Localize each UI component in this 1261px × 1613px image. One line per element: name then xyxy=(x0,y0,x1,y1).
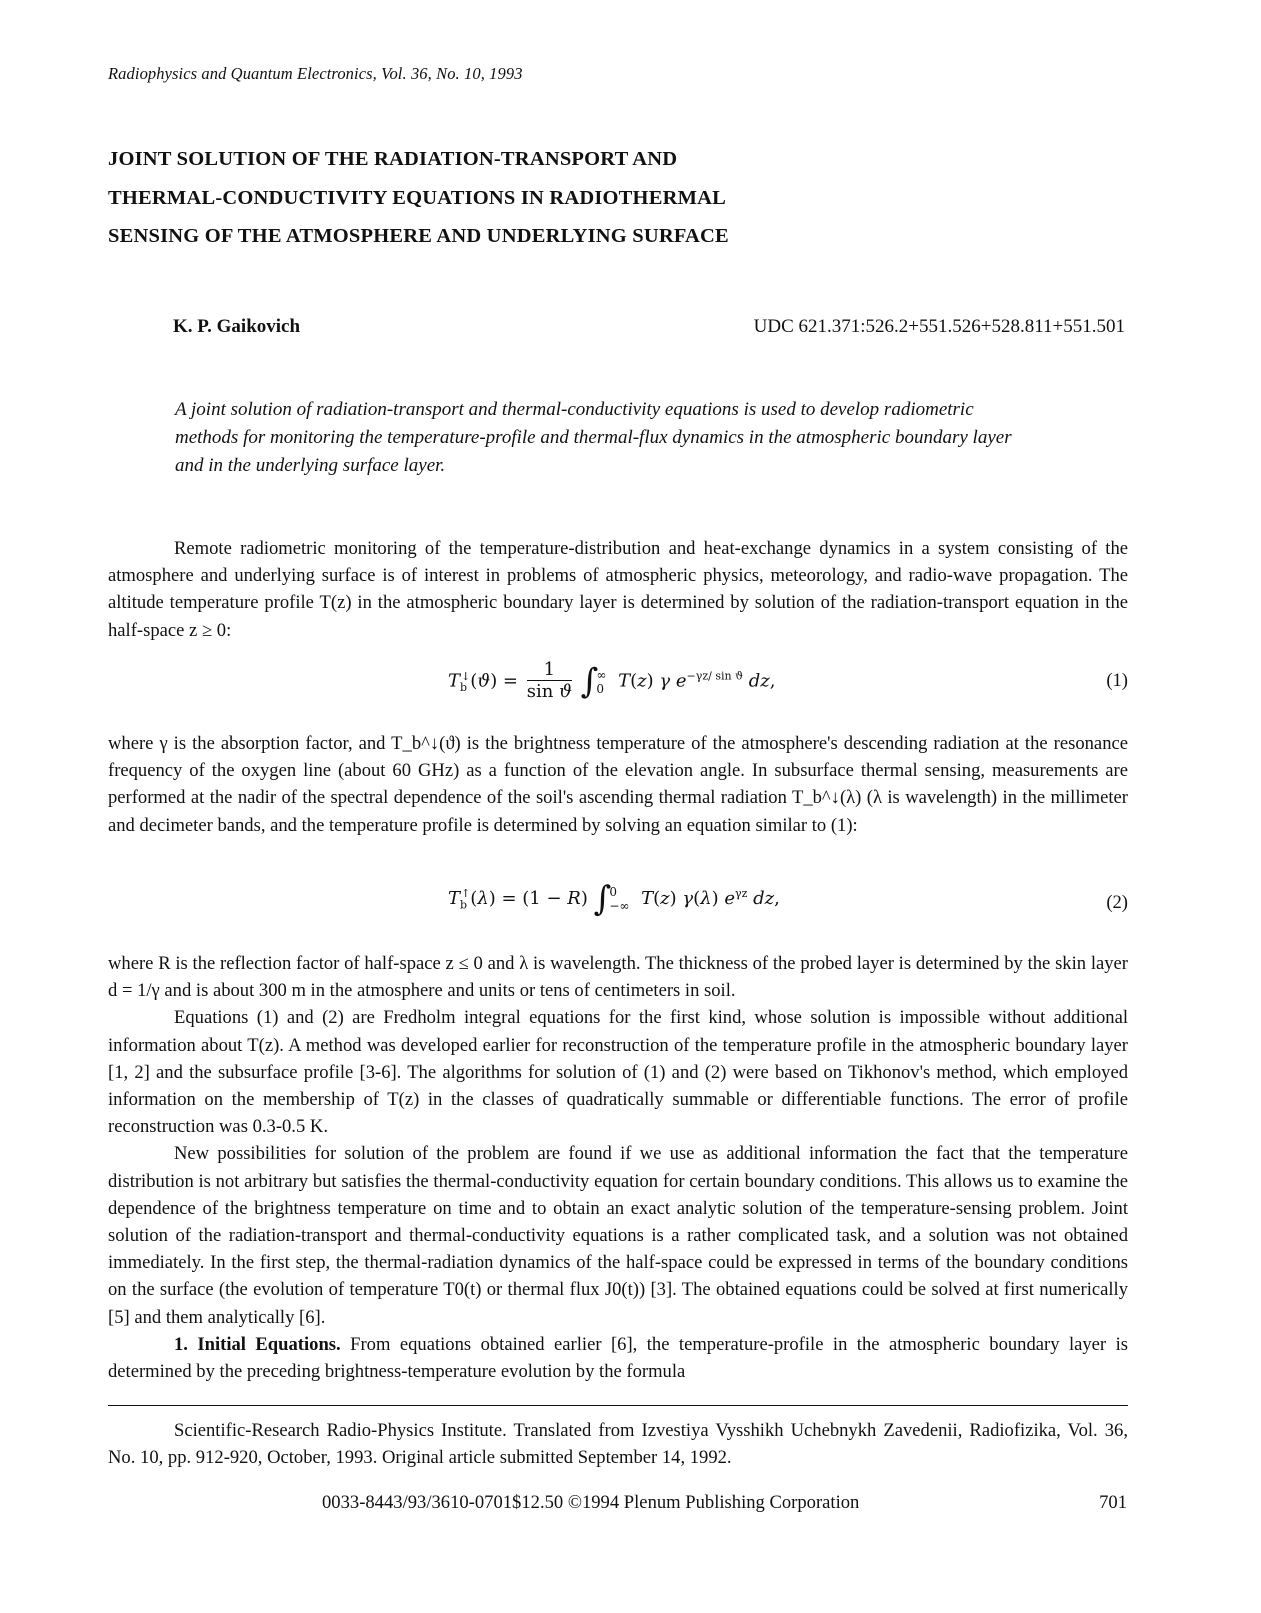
title-line: JOINT SOLUTION OF THE RADIATION-TRANSPORT AND xyxy=(108,148,678,170)
equation-1-number: (1) xyxy=(1106,670,1128,691)
copyright-line: 0033-8443/93/3610-0701$12.50 ©1994 Plenum Publishing Corporation xyxy=(322,1492,860,1513)
section-heading: 1. Initial Equations. xyxy=(174,1333,341,1355)
abstract-line: and in the underlying surface layer. xyxy=(175,455,446,476)
footnote-rule xyxy=(108,1405,1128,1406)
title-line: SENSING OF THE ATMOSPHERE AND UNDERLYING SURFACE xyxy=(108,225,729,247)
page-number: 701 xyxy=(1099,1492,1127,1513)
title-line: THERMAL-CONDUCTIVITY EQUATIONS IN RADIOTHERMAL xyxy=(108,186,726,209)
abstract xyxy=(175,396,1075,480)
paragraph-fredholm: Equations (1) and (2) are Fredholm integral equations for the first kind, whose solution is impossible without additional information about T(z). A method was developed earlier for reconstruction of the temperature profile in the atmospheric boundary layer [1, 2] and the subsurface profile [3-6]. The algorithms for solution of (1) and (2) were based on Tikhonov's method, which employed information on the membership of T(z) in the classes of quadratically summable or differentiable functions. The error of profile reconstruction was 0.3-0.5 K. xyxy=(108,1007,1128,1138)
body-section-2 xyxy=(108,730,1128,839)
equation-1 xyxy=(108,660,1128,720)
footnote xyxy=(108,1417,1128,1471)
paragraph-after-eq1: where γ is the absorption factor, and T_b^↓(ϑ) is the brightness temperature of the atmosphere's descending radiation at the resonance frequency of the oxygen line (about 60 GHz) as a function of the elevation angle. In subsurface thermal sensing, measurements are performed at the nadir of the spectral dependence of the soil's ascending thermal radiation T_b^↓(λ) (λ is wavelength) in the millimeter and decimeter bands, and the temperature profile is determined by solving an equation similar to (1): xyxy=(108,733,1128,836)
paragraph-intro: Remote radiometric monitoring of the temperature-distribution and heat-exchange dynamics in a system consisting of the atmosphere and underlying surface is of interest in problems of atmospheric physics, meteorology, and radio-wave propagation. The altitude temperature profile T(z) in the atmospheric boundary layer is determined by solution of the radiation-transport equation in the half-space z ≥ 0: xyxy=(108,538,1128,641)
section-text: From equations obtained earlier [6], the temperature-profile in the atmospheric boundary layer is determined by the preceding brightness-temperature evolution by the formula xyxy=(108,1333,1128,1383)
paragraph-after-eq2: where R is the reflection factor of half-space z ≤ 0 and λ is wavelength. The thickness of the probed layer is determined by the skin layer d = 1/γ and is about 300 m in the atmosphere and units or tens of centimeters in soil. xyxy=(108,953,1128,1002)
footnote-text: Scientific-Research Radio-Physics Institute. Translated from Izvestiya Vysshikh Uchebnykh Zavedenii, Radiofizika, Vol. 36, No. 10, pp. 912-920, October, 1993. Original article submitted September 14, 1992. xyxy=(108,1420,1128,1468)
body-section-1 xyxy=(108,535,1128,644)
paragraph-new-possibilities: New possibilities for solution of the problem are found if we use as additional information the fact that the temperature distribution is not arbitrary but satisfies the thermal-conductivity equation for certain boundary conditions. This allows us to examine the dependence of the brightness temperature on time and to obtain an exact analytic solution of the temperature-sensing problem. Joint solution of the radiation-transport and thermal-conductivity equations is a rather complicated task, and a solution was not obtained immediately. In the first step, the thermal-radiation dynamics of the half-space could be expressed in terms of the boundary conditions on the surface (the evolution of temperature T0(t) or thermal flux J0(t)) [3]. The obtained equations could be solved at first numerically [5] and them analytically [6]. xyxy=(108,1143,1128,1328)
udc-code: UDC 621.371:526.2+551.526+528.811+551.501 xyxy=(753,316,1125,337)
author-name: K. P. Gaikovich xyxy=(173,316,301,337)
equation-2-number: (2) xyxy=(1106,892,1128,913)
abstract-line: A joint solution of radiation-transport and thermal-conductivity equations is used to develop radiometric xyxy=(175,399,974,420)
equation-2 xyxy=(108,879,1128,942)
abstract-line: methods for monitoring the temperature-profile and thermal-flux dynamics in the atmospheric boundary layer xyxy=(175,427,1012,448)
paper-title xyxy=(108,140,1008,256)
equation-1-formula: $T_b^↓(ϑ)$ = $\frac{1}{\text{sin ϑ}}$ ∫ ∞ 0 T(z) γ $e^{-\gamma z/ sin ϑ}$ dz, xyxy=(448,659,776,702)
body-section-3 xyxy=(108,950,1128,1385)
journal-header: Radiophysics and Quantum Electronics, Vol. 36, No. 10, 1993 xyxy=(108,64,523,83)
paragraph-initial-equations xyxy=(108,1331,1128,1385)
equation-2-formula: $T_b^↑(\lambda) = (1 - R)$ ∫ 0 −∞ T(z) γ(λ) $e^{\gamma z}$ dz, xyxy=(448,879,780,919)
